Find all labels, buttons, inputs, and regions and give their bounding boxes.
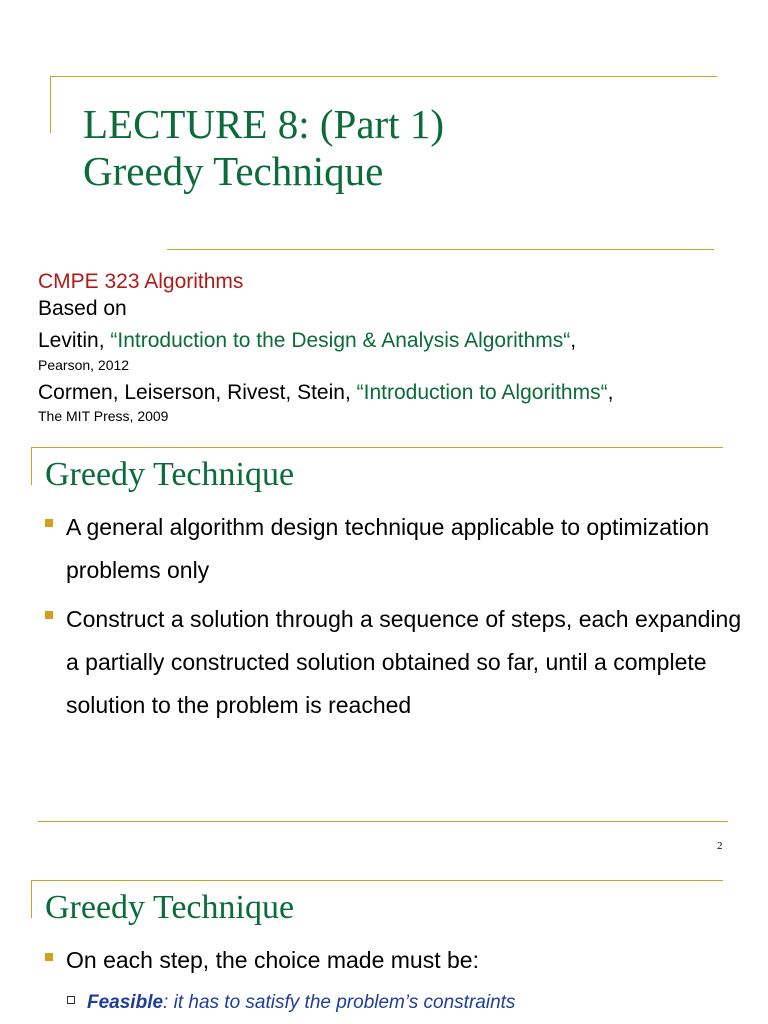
feasible-term: Feasible — [87, 992, 164, 1013]
reference-2-publisher: The MIT Press, 2009 — [38, 408, 169, 424]
slide3-sub-bullet — [87, 990, 515, 1016]
reference-2-title: “Introduction to Algorithms“ — [356, 381, 608, 404]
course-name: CMPE 323 Algorithms — [38, 270, 244, 293]
reference-1 — [38, 327, 576, 355]
slide1-title — [83, 101, 444, 195]
slide2-bullet-2: Construct a solution through a sequence of steps, each expanding a partially constructed solution obtained so far, until a complete solution to the problem is reached — [66, 606, 742, 718]
slide2-top-rule — [31, 447, 723, 448]
slide1-title-line2: Greedy Technique — [83, 148, 384, 194]
reference-2 — [38, 379, 613, 407]
slide1-title-line1: LECTURE 8: (Part 1) — [83, 101, 444, 147]
feasible-definition: : it has to satisfy the problem’s constraints — [163, 992, 516, 1013]
based-on-label: Based on — [38, 297, 127, 320]
slide1-mid-rule — [167, 249, 714, 250]
slide2-title: Greedy Technique — [45, 456, 295, 493]
page-number: 2 — [717, 840, 723, 852]
slide3-left-rule — [31, 880, 32, 918]
slide2-bullet-marker-2 — [45, 611, 53, 619]
slide1-top-rule — [50, 76, 717, 77]
reference-1-comma: , — [570, 329, 577, 352]
slide1-left-rule — [50, 76, 51, 133]
slide3-sub-bullet-marker — [67, 996, 75, 1004]
slide3-top-rule — [31, 880, 723, 881]
slide2-bullet-1: A general algorithm design technique applicable to optimization problems only — [66, 514, 710, 583]
reference-2-author: Cormen, Leiserson, Rivest, Stein, — [38, 381, 357, 404]
reference-1-publisher: Pearson, 2012 — [38, 357, 130, 373]
reference-1-title: “Introduction to the Design & Analysis Algorithms“ — [110, 329, 571, 352]
reference-1-author: Levitin, — [38, 329, 111, 352]
slide3-bullet: On each step, the choice made must be: — [66, 947, 479, 973]
slide2-left-rule — [31, 447, 32, 485]
slide2-bullet-marker-1 — [45, 519, 53, 527]
slide2-bottom-rule — [38, 821, 728, 822]
slide3-bullet-marker — [45, 953, 53, 961]
reference-2-comma: , — [607, 381, 614, 404]
slide3-title: Greedy Technique — [45, 889, 295, 926]
